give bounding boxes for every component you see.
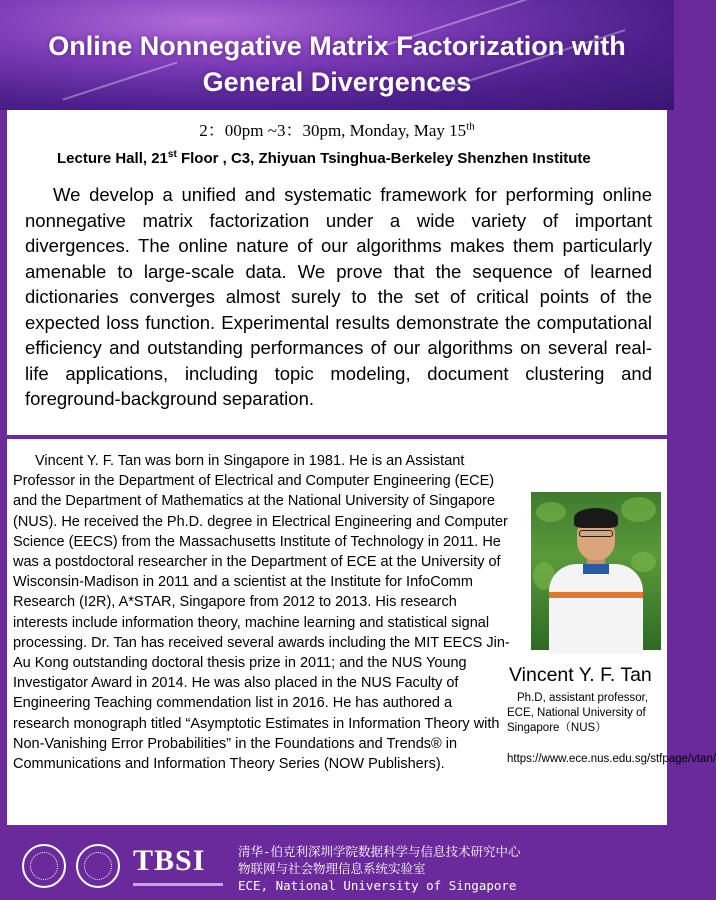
speaker-name: Vincent Y. F. Tan	[509, 664, 652, 686]
berkeley-seal-icon	[76, 844, 120, 888]
tbsi-logo: TBSI	[133, 844, 206, 877]
organizer-list	[238, 843, 521, 894]
speaker-bio: Vincent Y. F. Tan was born in Singapore in 1981. He is an Assistant Professor in the Department of Electrical and Computer Engineering (ECE) and the Department of Mathematics at the National University of Singapore (NUS). He received the Ph.D. degree in Electrical Engineering and Computer Science (EECS) from the Massachusetts Institute of Technology in 2011. He was a postdoctoral researcher in the Department of ECE at the University of Wisconsin-Madison in 2011 and a scientist at the Institute for InfoComm Research (I2R), A*STAR, Singapore from 2012 to 2013. His research interests include information theory, machine learning and statistical signal processing. Dr. Tan has received several awards including the MIT EECS Jin-Au Kong outstanding doctoral thesis prize in 2011; and the NUS Young Investigator Award in 2014. He was also placed in the NUS Faculty of Engineering Teaching commendation list in 2016. He has authored a research monograph titled “Asymptotic Estimates in Information Theory with Non-Vanishing Error Probabilities” in the Foundations and Trends® in Communications and Information Theory Series (NOW Publishers).	[13, 453, 510, 773]
speaker-photo	[531, 492, 661, 650]
abstract-panel	[7, 110, 667, 435]
speaker-title: Ph.D, assistant professor, ECE, National University of Singapore（NUS）	[507, 692, 649, 734]
organizer-line: ECE, National University of Singapore	[238, 878, 517, 893]
poster-title: Online Nonnegative Matrix Factorization with General Divergences	[48, 31, 626, 97]
tsinghua-seal-icon	[22, 844, 66, 888]
organizer-line: 清华-伯克利深圳学院数据科学与信息技术研究中心	[238, 844, 521, 859]
event-time: 2：00pm ~3：30pm, Monday, May 15th	[199, 120, 475, 140]
speaker-url[interactable]: https://www.ece.nus.edu.sg/stfpage/vtan/	[507, 753, 716, 765]
event-venue: Lecture Hall, 21st Floor , C3, Zhiyuan Tsinghua-Berkeley Shenzhen Institute	[57, 149, 591, 167]
organizer-line: 物联网与社会物理信息系统实验室	[238, 861, 426, 876]
tbsi-logo-underline	[133, 883, 223, 886]
poster-header	[0, 0, 674, 110]
speaker-panel	[7, 439, 716, 825]
poster-footer	[0, 832, 674, 900]
abstract-text: We develop a unified and systematic framework for performing online nonnegative matrix factorization under a wide variety of important divergences. The online nature of our algorithms makes them particularly amenable to large-scale data. We prove that the sequence of learned dictionaries converges almost surely to the set of critical points of the expected loss function. Experimental results demonstrate the computational efficiency and outstanding performances of our algorithms on several real-life applications, including topic modeling, document clustering and foreground-background separation.	[25, 184, 652, 409]
